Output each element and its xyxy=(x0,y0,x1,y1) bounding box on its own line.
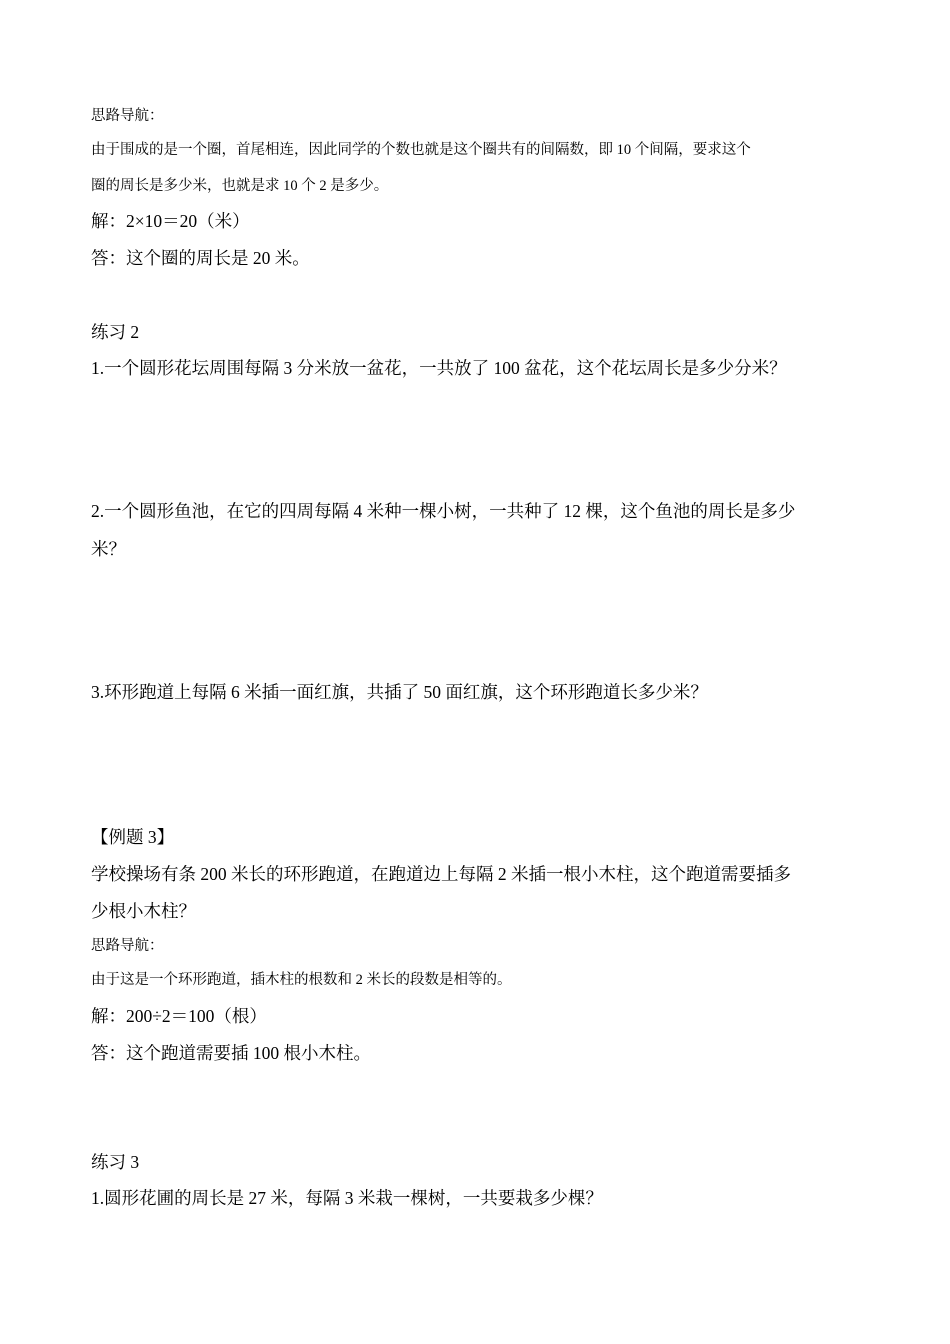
example3-question-line-1: 学校操场有条 200 米长的环形跑道，在跑道边上每隔 2 米插一根小木柱，这个跑道需要插多 xyxy=(91,864,791,884)
example3-title: 【例题 3】 xyxy=(91,827,175,847)
practice3-title: 练习 3 xyxy=(91,1152,140,1172)
practice2-question-2-line-1: 2.一个圆形鱼池，在它的四周每隔 4 米种一棵小树，一共种了 12 棵，这个鱼池的周长是多少 xyxy=(91,501,796,521)
example2-hint-line-1: 由于围成的是一个圈，首尾相连，因此同学的个数也就是这个圈共有的间隔数，即 10 个间隔，要求这个 xyxy=(91,142,751,158)
practice2-question-1: 1.一个圆形花坛周围每隔 3 分米放一盆花，一共放了 100 盆花，这个花坛周长是多少分米？ xyxy=(91,358,787,378)
example2-solution: 解：2×10＝20（米） xyxy=(91,211,250,231)
example2-hint-title: 思路导航： xyxy=(91,108,164,124)
example3-answer: 答：这个跑道需要插 100 根小木柱。 xyxy=(91,1043,371,1063)
example3-solution: 解：200÷2＝100（根） xyxy=(91,1006,267,1026)
example2-answer: 答：这个圈的周长是 20 米。 xyxy=(91,248,310,268)
practice2-question-2-line-2: 米？ xyxy=(91,539,126,559)
example3-hint-title: 思路导航： xyxy=(91,938,164,954)
practice2-title: 练习 2 xyxy=(91,322,140,342)
example3-hint-line-1: 由于这是一个环形跑道，插木柱的根数和 2 米长的段数是相等的。 xyxy=(91,972,512,988)
practice3-question-1: 1.圆形花圃的周长是 27 米，每隔 3 米栽一棵树，一共要栽多少棵？ xyxy=(91,1188,603,1208)
practice2-question-3: 3.环形跑道上每隔 6 米插一面红旗，共插了 50 面红旗，这个环形跑道长多少米？ xyxy=(91,682,708,702)
example3-question-line-2: 少根小木柱？ xyxy=(91,901,196,921)
example2-hint-line-2: 圈的周长是多少米，也就是求 10 个 2 是多少。 xyxy=(91,178,389,194)
